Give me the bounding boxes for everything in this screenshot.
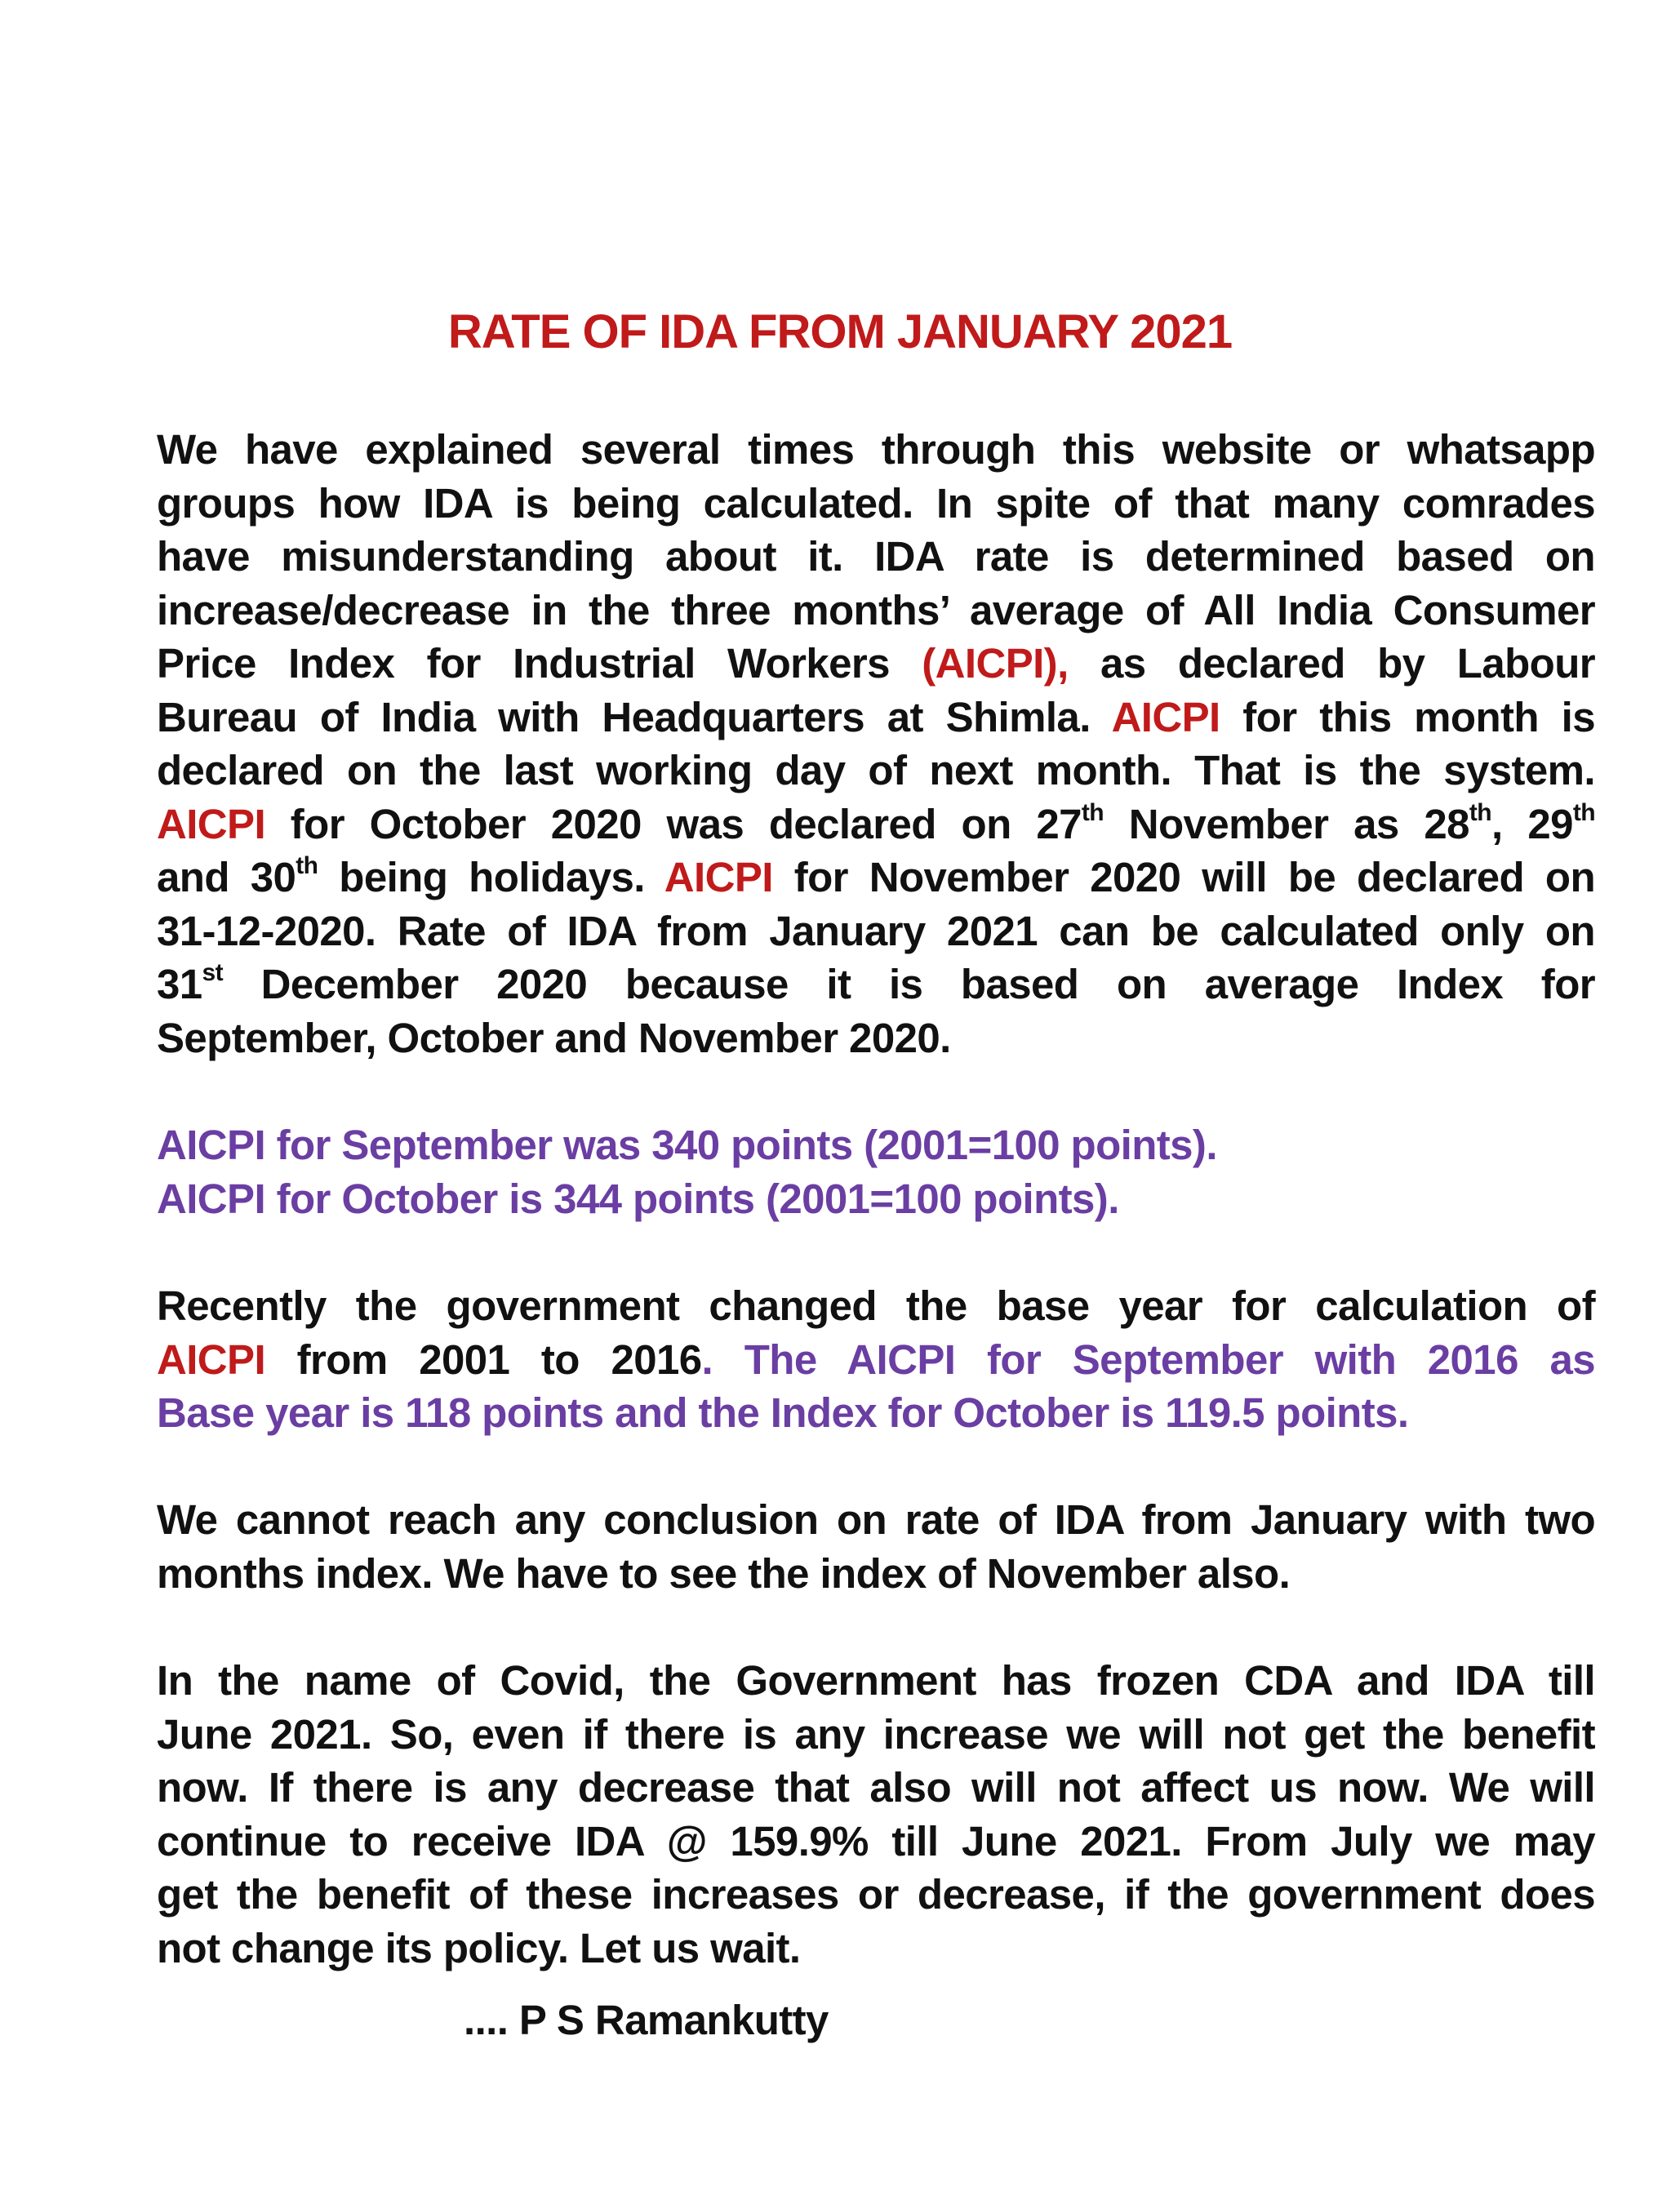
paragraph-line: now. If there is any decrease that also will not affect us now. We will [157, 1764, 1595, 1811]
text-segment: Price Index for Industrial Workers [157, 640, 922, 687]
paragraph-line: have misunderstanding about it. IDA rate is determined based on [157, 533, 1595, 580]
paragraph-line: September, October and November 2020. [157, 1014, 951, 1061]
text-segment: December 2020 because it is based on average Index for [223, 961, 1595, 1007]
paragraph-line [157, 958, 1595, 1011]
text-segment: from 2001 to 2016 [265, 1336, 702, 1383]
text-segment: for this month is [1220, 693, 1595, 740]
paragraph-line: We cannot reach any conclusion on rate of IDA from January with two [157, 1496, 1595, 1543]
author-signature: .... P S Ramankutty [464, 1997, 829, 2043]
paragraph-line: not change its policy. Let us wait. [157, 1924, 801, 1971]
paragraph-line: 31-12-2020. Rate of IDA from January 2021 can be calculated only on [157, 907, 1595, 954]
paragraph-line: continue to receive IDA @ 159.9% till June 2021. From July we may [157, 1817, 1595, 1865]
text-segment: 31 [157, 961, 202, 1007]
paragraph-line [157, 798, 1595, 851]
ordinal-suffix: th [1081, 798, 1104, 826]
paragraph-line: declared on the last working day of next month. That is the system. [157, 747, 1595, 793]
paragraph-line: months index. We have to see the index of November also. [157, 1549, 1291, 1597]
text-segment: being holidays. [318, 854, 664, 900]
paragraph-line [157, 637, 1595, 691]
paragraph-line: Base year is 118 points and the Index for October is 119.5 points. [157, 1389, 1409, 1436]
document-title: RATE OF IDA FROM JANUARY 2021 [447, 305, 1233, 358]
text-segment: November as 28 [1104, 800, 1469, 847]
paragraph-line: AICPI for October is 344 points (2001=100 points). [157, 1175, 1119, 1222]
purple-highlight: . The AICPI for September with 2016 as [701, 1336, 1595, 1383]
paragraph-covid-freeze [157, 1654, 1595, 1975]
aicpi-highlight: AICPI [1111, 693, 1220, 740]
paragraph-line [157, 1333, 1595, 1387]
aicpi-highlight: AICPI [157, 800, 266, 847]
ordinal-suffix: th [1469, 798, 1492, 826]
paragraph-line: groups how IDA is being calculated. In spite of that many comrades [157, 479, 1595, 527]
text-segment: for October 2020 was declared on 27 [265, 800, 1082, 847]
paragraph-line: We have explained several times through this website or whatsapp [157, 426, 1595, 473]
paragraph-conclusion [157, 1493, 1595, 1600]
aicpi-highlight: AICPI [157, 1336, 266, 1383]
paragraph-line: AICPI for September was 340 points (2001=100 points). [157, 1122, 1217, 1168]
ordinal-suffix: th [296, 852, 318, 879]
paragraph-line: increase/decrease in the three months’ average of All India Consumer [157, 586, 1595, 633]
paragraph-line: June 2021. So, even if there is any increase we will not get the benefit [157, 1710, 1595, 1758]
paragraph-line: In the name of Covid, the Government has frozen CDA and IDA till [157, 1657, 1595, 1704]
aicpi-highlight: AICPI [664, 854, 773, 900]
text-segment: for November 2020 will be declared on [772, 854, 1595, 900]
ordinal-suffix: st [202, 959, 224, 986]
paragraph-line: Recently the government changed the base year for calculation of [157, 1282, 1595, 1329]
paragraph-ida-explanation [157, 423, 1595, 1064]
text-segment: and 30 [157, 854, 296, 900]
paragraph-line: get the benefit of these increases or decrease, if the government does [157, 1871, 1595, 1918]
paragraph-aicpi-values [157, 1118, 1595, 1225]
paragraph-line [157, 691, 1595, 744]
text-segment: , 29 [1491, 800, 1573, 847]
text-segment: Bureau of India with Headquarters at Shimla. [157, 693, 1112, 740]
paragraph-line [157, 851, 1595, 904]
aicpi-highlight: (AICPI), [922, 640, 1069, 687]
text-segment: as declared by Labour [1068, 640, 1595, 687]
paragraph-base-year [157, 1279, 1595, 1440]
ordinal-suffix: th [1572, 798, 1595, 826]
